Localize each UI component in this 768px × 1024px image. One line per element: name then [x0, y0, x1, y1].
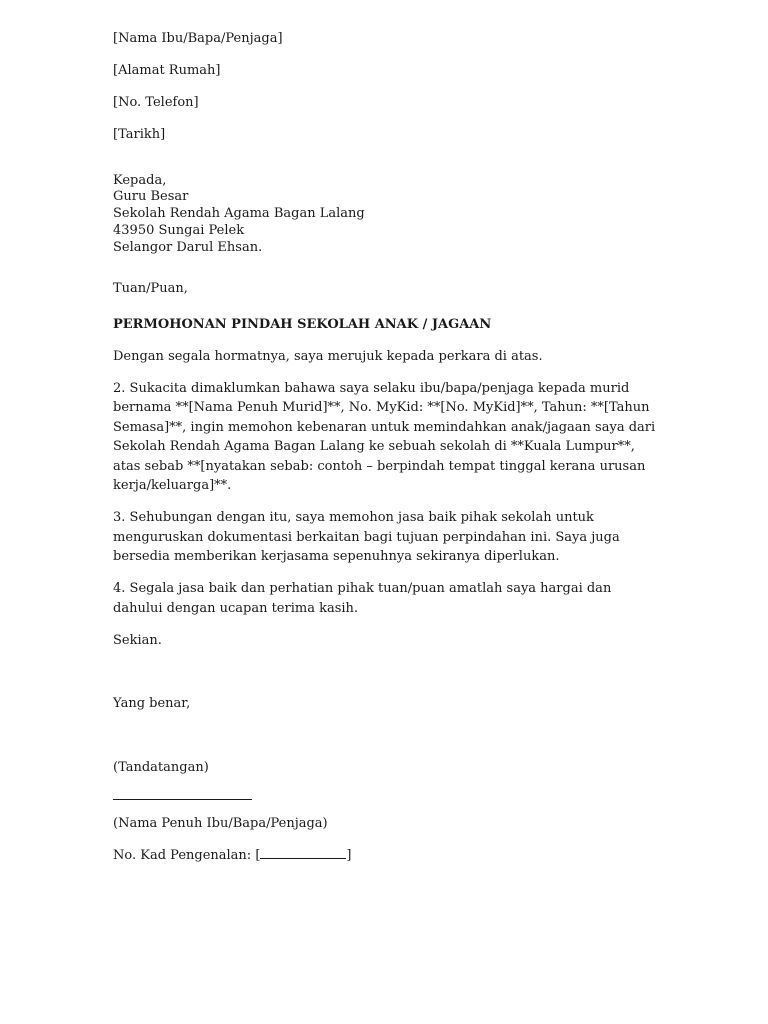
signature-line — [113, 789, 252, 800]
sender-name: [Nama Ibu/Bapa/Penjaga] — [113, 31, 283, 46]
ic-number-blank — [260, 847, 346, 859]
sender-block — [113, 29, 663, 145]
ic-number-row — [113, 846, 663, 866]
full-name-label: (Nama Penuh Ibu/Bapa/Penjaga) — [113, 816, 328, 832]
sender-address: [Alamat Rumah] — [113, 63, 221, 78]
sender-phone: [No. Telefon] — [113, 95, 199, 110]
signature-label: (Tandatangan) — [113, 759, 209, 775]
yang-benar: Yang benar, — [113, 696, 191, 712]
ic-number-label: No. Kad Pengenalan: [ — [113, 848, 261, 864]
recipient-school: Sekolah Rendah Agama Bagan Lalang — [113, 206, 365, 222]
letter-page — [113, 29, 663, 866]
paragraph-2: 2. Sukacita dimaklumkan bahawa saya selaku ibu/bapa/penjaga kepada murid bernama **[Nama Penuh Murid]**, No. MyKid: **[No. MyKid]**, Tahun: **[Tahun Semasa]**, ingin memohon kebenaran untuk memindahkan anak/jagaan saya dari Sekolah Rendah Agama Bagan Lalang ke sebuah sekolah di **Kuala Lumpur**, atas sebab **[nyatakan sebab: contoh – berpindah tempat tinggal kerana urusan kerja/keluarga]**. — [113, 380, 656, 494]
salutation: Tuan/Puan, — [113, 281, 188, 297]
recipient-block — [113, 173, 663, 257]
recipient-title: Guru Besar — [113, 189, 189, 205]
paragraph-intro: Dengan segala hormatnya, saya merujuk kepada perkara di atas. — [113, 348, 543, 364]
recipient-state: Selangor Darul Ehsan. — [113, 239, 263, 255]
paragraph-3: 3. Sehubungan dengan itu, saya memohon jasa baik pihak sekolah untuk menguruskan dokumentasi berkaitan bagi tujuan perpindahan ini. Saya juga bersedia memberikan kerjasama sepenuhnya sekiranya diperlukan. — [113, 510, 620, 565]
letter-subject: PERMOHONAN PINDAH SEKOLAH ANAK / JAGAAN — [113, 316, 492, 332]
recipient-postcode-city: 43950 Sungai Pelek — [113, 222, 245, 238]
recipient-kepada: Kepada, — [113, 172, 167, 188]
sender-date: [Tarikh] — [113, 127, 166, 142]
paragraph-4: 4. Segala jasa baik dan perhatian pihak tuan/puan amatlah saya hargai dan dahului dengan ucapan terima kasih. — [113, 581, 612, 616]
closing: Sekian. — [113, 632, 162, 648]
ic-number-close: ] — [346, 848, 352, 864]
